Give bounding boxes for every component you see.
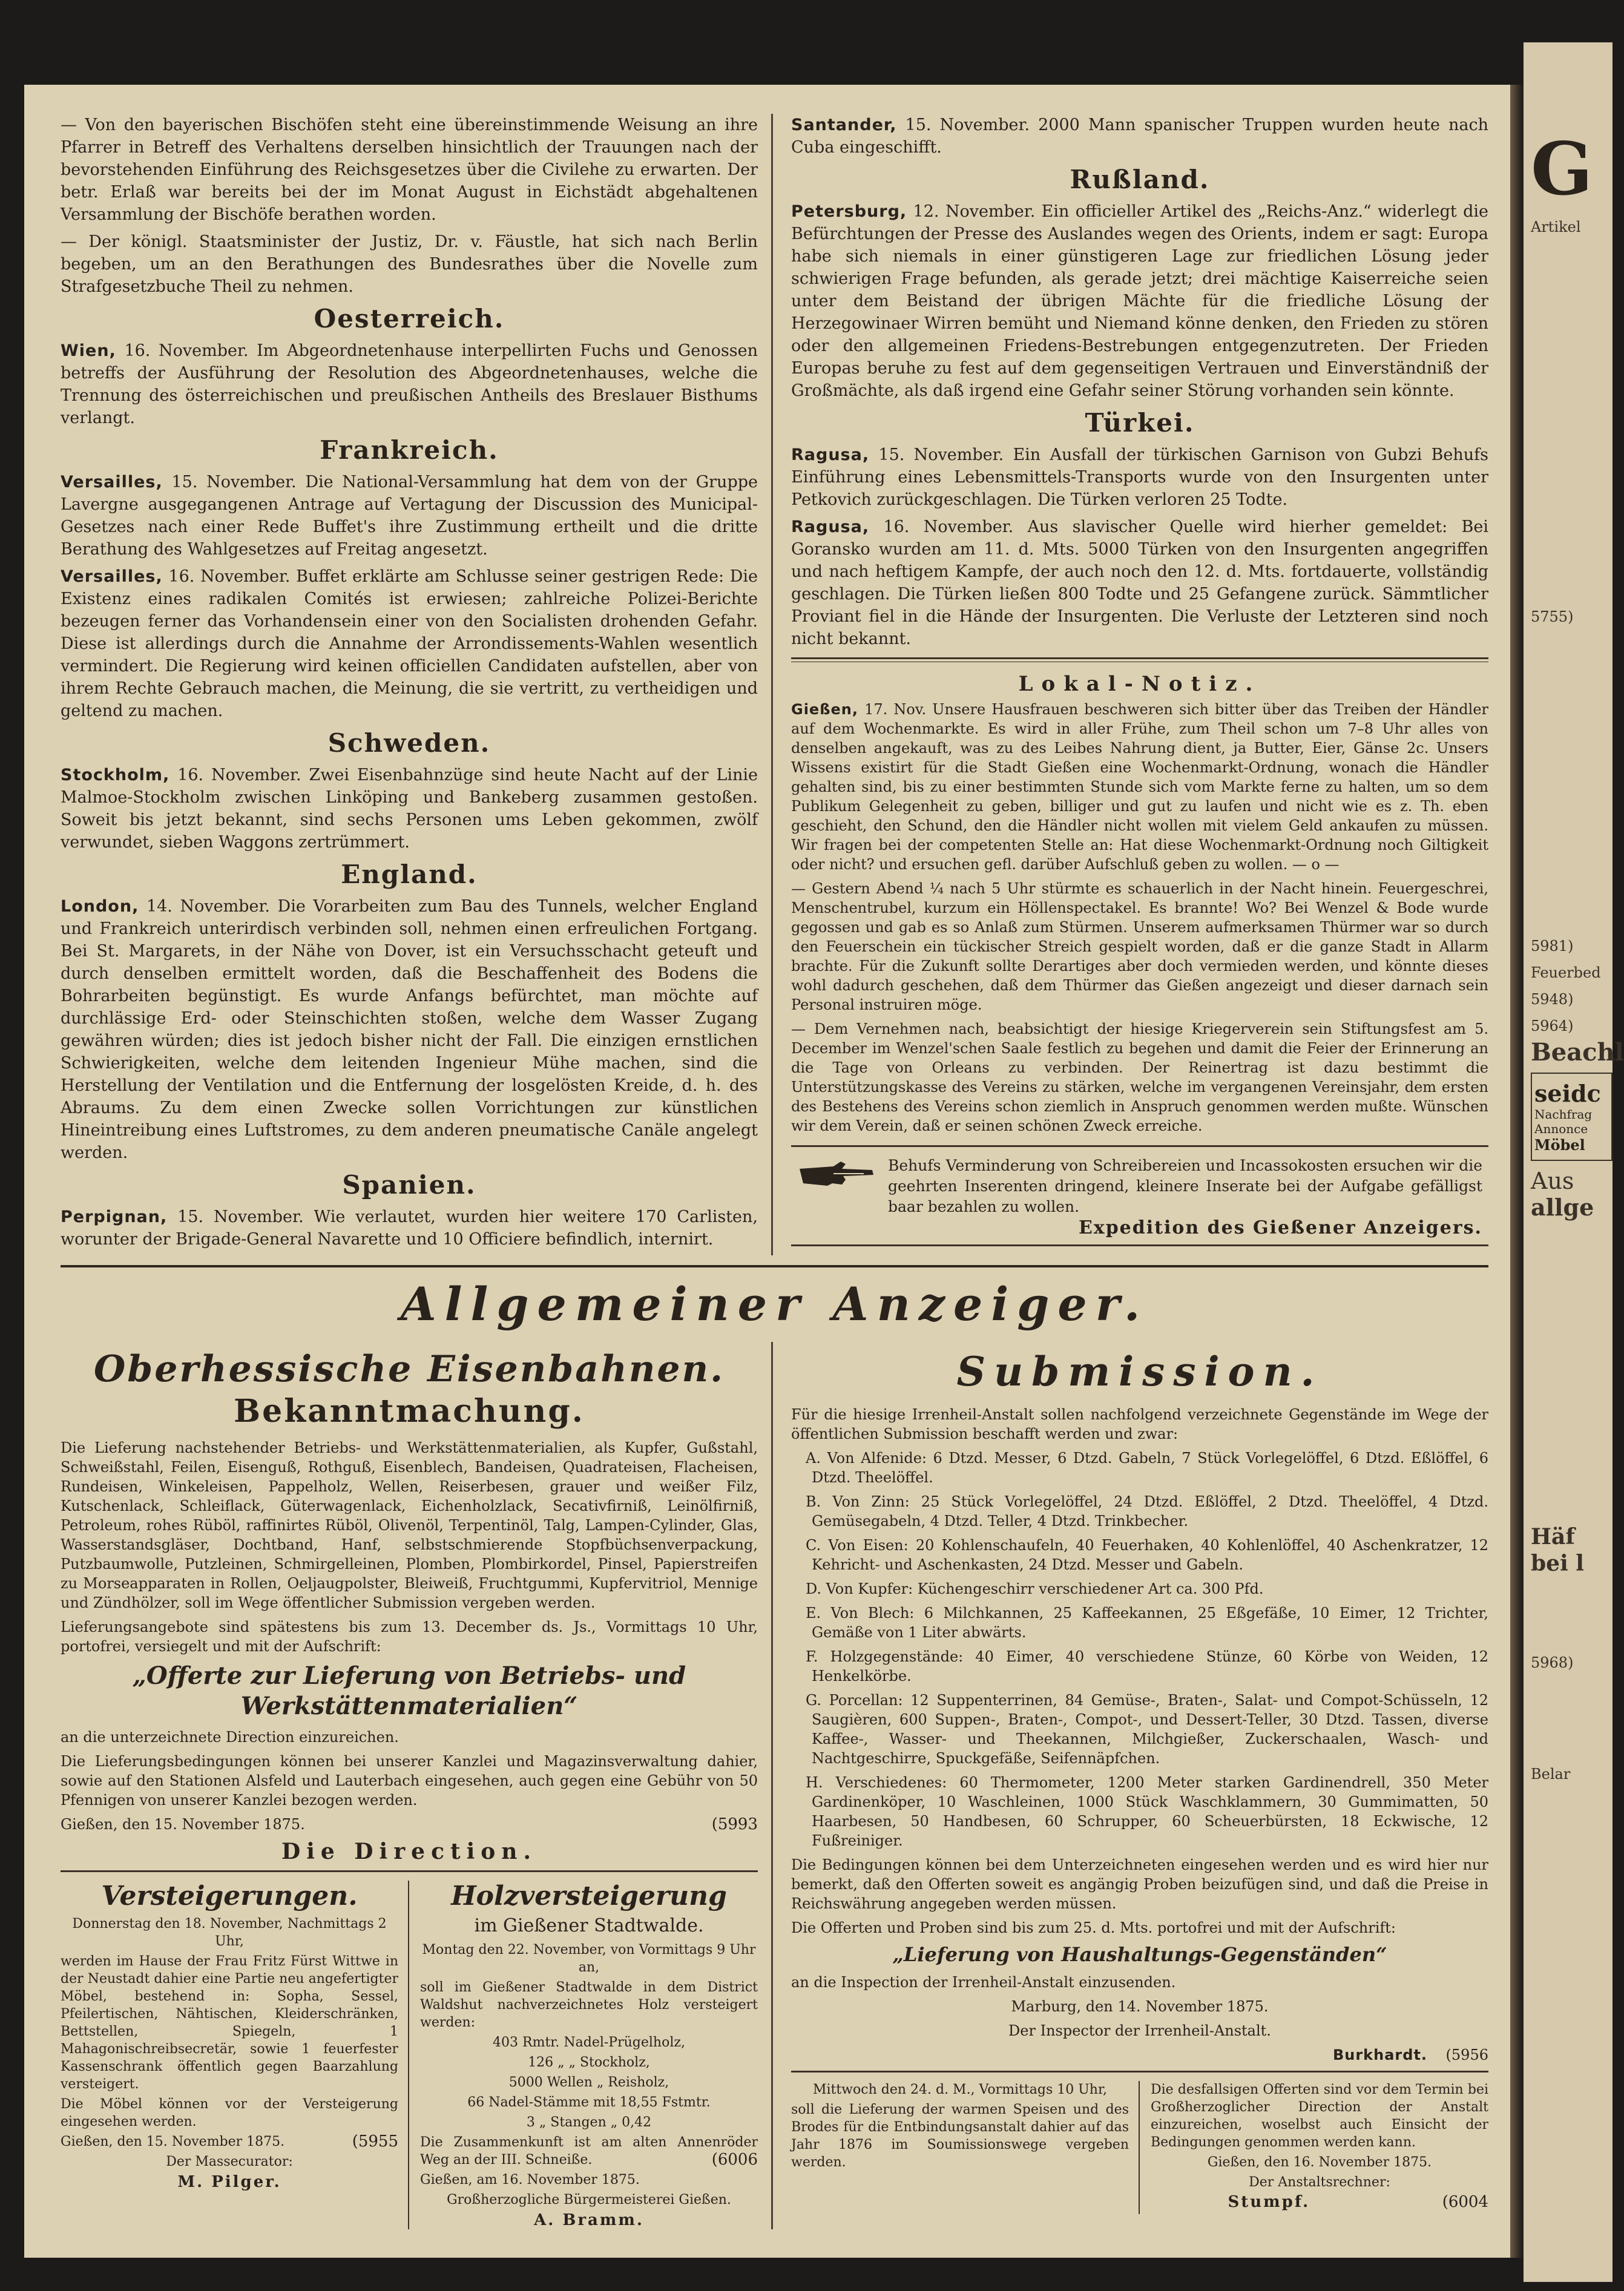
news-columns	[61, 114, 1488, 1255]
article-stockholm-text: 16. November. Zwei Eisenbahnzüge sind heute Nacht auf der Linie Malmoe-Stockholm zwischen Linköping und Bankeberg zusammen gestoßen. Soweit bis jetzt bekannt, sind sechs Personen ums Leben gekommen, zwölf verwundet, sieben Waggons zertrümmert.	[61, 766, 758, 852]
dateline-petersburg: Petersburg,	[791, 202, 907, 221]
article-santander-text: 15. November. 2000 Mann spanischer Truppen wurden heute nach Cuba eingeschifft.	[791, 116, 1488, 157]
submission-item-g: G. Porcellan: 12 Suppenterrinen, 84 Gemüse-, Braten-, Salat- und Compot-Schüsseln, 12 Saugièren, 600 Suppen-, Braten-, Compot-, und Dessert-Teller, 30 Dtzd. Tassen, diverse Kaffee-, Wasser- und Theekannen, Milchgießer, Zuckerschaalen, Wasch- und Nachtgeschirre, Spuckgefäße, Seifennäpfchen.	[806, 1692, 1488, 1767]
article-ragusa-2-text: 16. November. Aus slavischer Quelle wird hierher gemeldet: Bei Goransko wurden am 11. d. Mts. 5000 Türken von den Insurgenten angegriffen und nach heftigem Kampfe, der auch noch den 12. d. Mts. fortdauerte, vollständig geschlagen. Die Türken ließen 800 Todte und 25 Gefangene zurück. Sämmtlicher Proviant fiel in die Hände der Insurgenten. Die Verluste der Letzteren sind noch nicht bekannt.	[791, 518, 1488, 648]
adjacent-line: Beachl	[1531, 1038, 1624, 1067]
eisenbahn-p3: an die unterzeichnete Direction einzureichen.	[61, 1729, 399, 1746]
section-spanien: Spanien.	[342, 1170, 476, 1200]
adjacent-line: Feuerbed	[1531, 964, 1601, 981]
article-versailles-1-text: 15. November. Die National-Versammlung hat dem von der Gruppe Lavergne ausgegangenen Antrage auf Vertagung der Discussion des Municipal-Gesetzes nach einer Rede Buffet's ihre Zustimmung ertheilt und die dritte Berathung des Wahlgesetzes auf Freitag angesetzt.	[61, 473, 758, 559]
versteigerungen-date: Donnerstag den 18. November, Nachmittags 2 Uhr,	[72, 1916, 387, 1949]
eisenbahn-head: Oberhessische Eisenbahnen.	[93, 1348, 725, 1390]
adjacent-line: Häf	[1531, 1524, 1575, 1550]
holz-name: A. Bramm.	[534, 2211, 644, 2229]
expedition-body	[888, 1155, 1482, 1238]
offerten-place-date: Gießen, den 16. November 1875.	[1207, 2155, 1432, 2170]
submission-role: Der Inspector der Irrenheil-Anstalt.	[1008, 2022, 1271, 2039]
eisenbahn-ref: (5993	[711, 1815, 758, 1833]
adjacent-line: 5755)	[1531, 608, 1574, 625]
eisenbahn-date-line	[61, 1815, 758, 1834]
dateline-versailles-2: Versailles,	[61, 567, 163, 586]
anzeiger-rule	[61, 1265, 1488, 1267]
holz-role: Großherzogliche Bürgermeisterei Gießen.	[447, 2192, 731, 2207]
expedition-text: Behufs Verminderung von Schreibereien und Incassokosten ersuchen wir die geehrten Inserenten dringend, kleinere Inserate bei der Aufgabe gefälligst baar bezahlen zu wollen.	[888, 1157, 1482, 1215]
speisen-date: Mittwoch den 24. d. M., Vormittags 10 Uhr,	[812, 2082, 1108, 2097]
adjacent-line: allge	[1531, 1194, 1594, 1221]
holz-sub: im Gießener Stadtwalde.	[474, 1915, 704, 1936]
submission-place-date: Marburg, den 14. November 1875.	[1011, 1998, 1269, 2015]
ad-row-auctions	[61, 1870, 758, 2229]
expedition-notice	[791, 1145, 1488, 1246]
holz-line-3: 5000 Wellen „ Reisholz,	[508, 2075, 669, 2090]
article-ragusa-1	[791, 444, 1488, 511]
versteigerungen-title: Versteigerungen.	[101, 1881, 358, 1911]
offerten-name: Stumpf.	[1228, 2193, 1310, 2211]
holz-title: Holzversteigerung	[451, 1881, 727, 1911]
section-divider	[791, 657, 1488, 662]
article-perpignan-text: 15. November. Wie verlautet, wurden hier weitere 170 Carlisten, worunter der Brigade-General Navarette und 10 Officiere befindlich, internirt.	[61, 1208, 758, 1249]
ad-row-anstalt	[791, 2071, 1488, 2214]
versteigerungen-name: M. Pilger.	[177, 2173, 281, 2191]
article-wien	[61, 340, 758, 429]
section-oesterreich: Oesterreich.	[314, 304, 505, 334]
article-bayern: — Von den bayerischen Bischöfen steht eine übereinstimmende Weisung an ihre Pfarrer in Betreff des Verhaltens derselben hinsichtlich der Trauungen nach der bevorstehenden Einführung des Reichsgesetzes über die Civilehe zu erwarten. Der betr. Erlaß war bereits bei der im Monat August in Eichstädt abgehaltenen Versammlung der Bischöfe berathen worden.	[61, 116, 758, 224]
ad-speisen	[791, 2081, 1140, 2214]
ad-versteigerungen	[61, 1881, 409, 2229]
ads-right-column	[791, 1342, 1488, 2229]
holz-ref: (6006	[711, 2151, 758, 2169]
article-staatsminister: — Der königl. Staatsminister der Justiz, Dr. v. Fäustle, hat sich nach Berlin begeben, um an den Berathungen des Bundesrathes über die Novelle zum Strafgesetzbuche Theil zu nehmen.	[61, 232, 758, 296]
adjacent-line: Belar	[1531, 1766, 1571, 1783]
lokal-kriegerverein: — Dem Vernehmen nach, beabsichtigt der hiesige Kriegerverein sein Stiftungsfest am 5. December im Wenzel'schen Saale festlich zu begehen und damit die Feier der Erinnerung an die Tage von Orleans zu verbinden. Der Reinertrag ist dazu bestimmt die Unterstützungskasse des Vereins zu stärken, welche im vergangenen Vereinsjahr, dem ersten des Bestehens des Vereins schon ziemlich in Anspruch genommen werden mußte. Wünschen wir dem Verein, daß er seinen schönen Zweck erreiche.	[791, 1021, 1488, 1134]
versteigerungen-place-date: Gießen, den 15. November 1875.	[61, 2134, 285, 2149]
versteigerungen-role: Der Massecurator:	[166, 2154, 293, 2169]
versteigerungen-ref: (5955	[352, 2132, 398, 2151]
holz-line-5: 3 „ Stangen „ 0,42	[526, 2115, 652, 2130]
submission-item-h: H. Verschiedenes: 60 Thermometer, 1200 Meter starken Gardinendrell, 350 Meter Gardinenköper, 10 Waschleinen, 1000 Stück Waschklammern, 30 Gummimatten, 50 Haarbesen, 50 Handbesen, 60 Schrupper, 60 Scheuerbürsten, 18 Eckwische, 12 Fußreiniger.	[806, 1774, 1488, 1849]
lokal-notiz	[791, 672, 1488, 1136]
submission-item-a: A. Von Alfenide: 6 Dtzd. Messer, 6 Dtzd. Gabeln, 7 Stück Vorlegelöffel, 6 Dtzd. Eßlöffel, 6 Dtzd. Theelöffel.	[806, 1450, 1488, 1486]
article-ragusa-2	[791, 516, 1488, 650]
submission-p2: Die Offerten und Proben sind bis zum 25. d. Mts. portofrei und mit der Aufschrift:	[791, 1919, 1396, 1936]
adjacent-box	[1531, 1073, 1612, 1161]
ad-holz	[420, 1881, 758, 2229]
submission-item-c: C. Von Eisen: 20 Kohlenschaufeln, 40 Feuerhaken, 40 Kohlenlöffel, 40 Aschenkratzer, 12 Kehricht- und Aschenkasten, 24 Dtzd. Messer und Gabeln.	[806, 1537, 1488, 1573]
article-versailles-2	[61, 565, 758, 722]
lokal-feuer: — Gestern Abend ¼ nach 5 Uhr stürmte es schauerlich in der Nacht hinein. Feuergeschrei, Menschentrubel, kurzum ein Höllenspectakel. Es brannte! Wo? Bei Wenzel & Bode wurde gegossen und gab es so Anlaß zum Stürmen. Unserem aufmerksamen Thürmer war so durch den Feuerschein ein tückischer Streich gespielt worden, daß er die ganze Stadt in Allarm brachte. Für die Zukunft sollte Derartiges aber doch vermieden werden, und könnte dieses wohl dadurch geschehen, daß dem Thürmer das Gießen angezeigt und dieser darnach sein Personal instruiren möge.	[791, 880, 1488, 1013]
eisenbahn-p1: Die Lieferung nachstehender Betriebs- und Werkstättenmaterialien, als Kupfer, Gußstahl, Schweißstahl, Feilen, Eisenguß, Rothguß, Eisenblech, Bandeisen, Quadrateisen, Flacheisen, Rundeisen, Winkeleisen, Pappelholz, Wellen, Reiserbesen, grauer und weißer Filz, Kutschenlack, Schleiflack, Güterwagenlack, Eichenholzlack, Secativfirniß, Leinölfirniß, Petroleum, rohes Rüböl, raffinirtes Rüböl, Olivenöl, Terpentinöl, Talg, Lampen-Cylinder, Glas, Wasserstandsgläser, Dochtband, Hanf, selbstschmierende Stopfbüchsenverpackung, Putzbaumwolle, Putzleinen, Schmirgelleinen, Plomben, Plombirkordel, Pinsel, Papierstreifen zu Morseapparaten in Rollen, Oeljaugpolster, Bleiweiß, Fruchtgummi, Kupfervitriol, Mennige und Zündhölzer, soll im Wege öffentlicher Submission vergeben werden.	[61, 1439, 758, 1611]
article-stockholm	[61, 764, 758, 853]
anzeiger-title: Allgemeiner Anzeiger.	[400, 1277, 1149, 1331]
article-santander	[791, 114, 1488, 159]
adjacent-line: 5981)	[1531, 938, 1574, 955]
dateline-perpignan: Perpignan,	[61, 1208, 168, 1226]
ad-columns	[61, 1342, 1488, 2229]
dateline-ragusa-1: Ragusa,	[791, 445, 870, 464]
eisenbahn-p2: Lieferungsangebote sind spätestens bis zum 13. December ds. Js., Vormittags 10 Uhr, portofrei, versiegelt und mit der Aufschrift:	[61, 1619, 758, 1655]
eisenbahn-offer: „Offerte zur Lieferung von Betriebs- und Werkstättenmaterialien“	[132, 1662, 686, 1720]
adjacent-line: bei l	[1531, 1551, 1584, 1576]
eisenbahn-sub: Bekanntmachung.	[234, 1393, 585, 1430]
holz-date: Montag den 22. November, von Vormittags 9 Uhr an,	[422, 1942, 756, 1975]
versteigerungen-text: werden im Hause der Frau Fritz Fürst Wittwe in der Neustadt dahier eine Partie neu angefertigter Möbel, bestehend in: Sopha, Sessel, Pfeilertischen, Nähtischen, Kleiderschränken, Bettstellen, Spiegeln, 1 Mahagonischreibsecretär, sowie 1 feuerfester Kassenschrank öffentlich gegen Baarzahlung versteigert.	[61, 1954, 398, 2092]
submission-item-f: F. Holzgegenstände: 40 Eimer, 40 verschiedene Stünze, 60 Körbe von Weiden, 12 Henkelkörbe.	[806, 1648, 1488, 1685]
article-versailles-2-text: 16. November. Buffet erklärte am Schlusse seiner gestrigen Rede: Die Existenz eines radikalen Comités ist erwiesen; zahlreiche Polizei-Berichte bezeugen ferner das Vorhandensein einer von den Socialisten drohenden Gefahr. Diese ist allerdings durch die Annahme der Arrondissements-Wahlen wesentlich vermindert. Die Regierung wird keinen officiellen Candidaten aufstellen, aber von ihrem Rechte Gebrauch machen, die Meinung, die sie vertritt, zu vertheidigen und geltend zu machen.	[61, 567, 758, 720]
submission-p1: Die Bedingungen können bei dem Unterzeichneten eingesehen werden und es wird hier nur bemerkt, daß den Offerten soweit es angängig Proben beizufügen sind, und daß die Preise in Reichswährung angegeben werden müssen.	[791, 1856, 1488, 1912]
submission-name-line	[791, 2045, 1488, 2065]
adjacent-line: 5968)	[1531, 1654, 1574, 1671]
adjacent-line: Nachfrag	[1534, 1107, 1593, 1122]
submission-name: Burkhardt.	[1332, 2046, 1428, 2063]
holz-text2-line	[420, 2134, 758, 2169]
offerten-text: Die desfallsigen Offerten sind vor dem Termin bei Großherzoglicher Direction der Anstalt einzureichen, woselbst auch Einsicht der Bedingungen genommen werden kann.	[1151, 2082, 1488, 2150]
submission-ref: (5956	[1445, 2046, 1488, 2063]
article-london	[61, 895, 758, 1164]
eisenbahn-sign: Die Direction.	[281, 1839, 537, 1864]
news-left-column	[61, 114, 773, 1255]
section-schweden: Schweden.	[327, 728, 491, 758]
ads-left-column	[61, 1342, 773, 2229]
section-russland: Rußland.	[1070, 165, 1210, 194]
holz-line-1: 403 Rmtr. Nadel-Prügelholz,	[493, 2035, 685, 2050]
offerten-ref: (6004	[1442, 2193, 1488, 2211]
newspaper-page	[24, 85, 1510, 2258]
holz-line-2: 126 „ „ Stockholz,	[528, 2055, 650, 2070]
article-petersburg	[791, 200, 1488, 402]
dateline-ragusa-2: Ragusa,	[791, 518, 870, 536]
dateline-london: London,	[61, 897, 139, 916]
book-gutter	[1510, 85, 1524, 2258]
offerten-name-line	[1151, 2194, 1488, 2212]
article-versailles-1	[61, 471, 758, 560]
submission-item-d: D. Von Kupfer: Küchengeschirr verschiedener Art ca. 300 Pfd.	[806, 1580, 1264, 1597]
news-right-column	[791, 114, 1488, 1255]
adjacent-line: 5948)	[1531, 991, 1574, 1008]
versteigerungen-text2: Die Möbel können vor der Versteigerung eingesehen werden.	[61, 2097, 398, 2129]
submission-title: Submission.	[956, 1348, 1323, 1395]
article-perpignan	[61, 1206, 758, 1251]
dateline-giessen: Gießen,	[791, 701, 858, 718]
ad-offerten	[1151, 2081, 1488, 2214]
adjacent-line: Annonce	[1534, 1122, 1588, 1136]
speisen-text: soll die Lieferung der warmen Speisen und des Brodes für die Entbindungsanstalt dahier auf das Jahr 1876 im Soumissionswege vergeben werden.	[791, 2102, 1129, 2170]
holz-text: soll im Gießener Stadtwalde in dem District Waldshut nachverzeichnetes Holz versteigert werden:	[420, 1980, 758, 2030]
adjacent-line: seidc	[1534, 1080, 1601, 1107]
holz-text2: Die Zusammenkunft ist am alten Annenröder Weg an der III. Schneiße.	[420, 2135, 758, 2168]
article-london-text: 14. November. Die Vorarbeiten zum Bau des Tunnels, welcher England und Frankreich unterirdisch verbinden soll, nehmen einen erfreulichen Fortgang. Bei St. Margarets, in der Nähe von Dover, ist ein Versuchsschacht geteuft und durch denselben ermittelt worden, daß die Beschaffenheit des Bodens die Bohrarbeiten begünstigt. Es wurde Anfangs befürchtet, man möchte auf durchlässige Erd- oder Steinschichten stoßen, welche dem Wasser Zugang gewähren würden; dies ist jedoch bisher nicht der Fall. Die einzigen ernstlichen Schwierigkeiten, welche dem leitenden Ingenieur Mühe machen, sind die Herstellung der Ventilation und die Entfernung der losgelösten Kreide, d. h. des Abraums. Zu dem einen Zwecke sollen Vorrichtungen zur künstlichen Hineintreibung eines Luftstromes, zu dem anderen pneumatische Canäle angelegt werden.	[61, 897, 758, 1162]
holz-place-date: Gießen, am 16. November 1875.	[420, 2172, 640, 2187]
adjacent-line: 5964)	[1531, 1017, 1574, 1034]
dateline-stockholm: Stockholm,	[61, 766, 170, 784]
dateline-santander: Santander,	[791, 116, 897, 134]
article-ragusa-1-text: 15. November. Ein Ausfall der türkischen Garnison von Gubzi Behufs Einführung eines Lebensmittels-Transports wurde von den Insurgenten unter Petkovich zurückgeschlagen. Die Türken verloren 25 Todte.	[791, 445, 1488, 509]
adjacent-line: Aus	[1531, 1168, 1574, 1194]
submission-intro: Für die hiesige Irrenheil-Anstalt sollen nachfolgend verzeichnete Gegenstände im Wege der öffentlichen Submission beschafft werden und zwar:	[791, 1406, 1488, 1442]
submission-p3: an die Inspection der Irrenheil-Anstalt einzusenden.	[791, 1974, 1176, 1991]
section-tuerkei: Türkei.	[1085, 408, 1195, 438]
offerten-role: Der Anstaltsrechner:	[1249, 2175, 1390, 2190]
lokal-giessen	[791, 700, 1488, 874]
submission-item-e: E. Von Blech: 6 Milchkannen, 25 Kaffeekannen, 25 Eßgefäße, 10 Eimer, 12 Trichter, Gemäße von 1 Liter abwärts.	[806, 1605, 1488, 1641]
versteigerungen-date-line	[61, 2133, 398, 2151]
section-frankreich: Frankreich.	[320, 435, 499, 465]
article-petersburg-text: 12. November. Ein officieller Artikel des „Reichs-Anz.“ widerlegt die Befürchtungen der Presse des Auslandes wegen des Orients, indem er sagt: Europa habe sich niemals in einer günstigeren Lage zur friedlichen Lösung jeder schwierigen Frage befunden, als gerade jetzt; drei mächtige Kaiserreiche seien unter dem Beistand der übrigen Mächte für die friedliche Lösung der Herzegowinaer Wirren bemüht und Niemand könne denken, den Frieden zu stören oder den allgemeinen Friedens-Bestrebungen entgegenzutreten. Der Frieden Europas beruhe zu fest auf dem gegenseitigen Vertrauen und Einverständniß der Großmächte, als daß irgend eine Gefahr seiner Störung vorhanden sein könnte.	[791, 202, 1488, 400]
lokal-title: Lokal-Notiz.	[1018, 672, 1261, 696]
article-wien-text: 16. November. Im Abgeordnetenhause interpellirten Fuchs und Genossen betreffs der Ausführung der Resolution des Abgeordnetenhauses, welche die Trennung des österreichischen und preußischen Antheils des Breslauer Bisthums verlangt.	[61, 341, 758, 427]
eisenbahn-date: Gießen, den 15. November 1875.	[61, 1816, 305, 1833]
adjacent-page	[1524, 42, 1624, 2282]
pointing-hand-icon	[797, 1155, 876, 1192]
submission-offer: „Lieferung von Haushaltungs-Gegenständen“	[892, 1943, 1387, 1966]
section-england: England.	[341, 860, 478, 889]
eisenbahn-p4: Die Lieferungsbedingungen können bei unserer Kanzlei und Magazinsverwaltung dahier, sowie auf den Stationen Alsfeld und Lauterbach eingesehen, auch gegen eine Gebühr von 50 Pfennigen von unserer Kanzlei bezogen werden.	[61, 1753, 758, 1809]
adjacent-line: Möbel	[1534, 1136, 1585, 1154]
dateline-versailles-1: Versailles,	[61, 473, 163, 491]
submission-item-b: B. Von Zinn: 25 Stück Vorlegelöffel, 24 Dtzd. Eßlöffel, 2 Dtzd. Theelöffel, 4 Dtzd. Gemüsegabeln, 4 Dtzd. Teller, 4 Dtzd. Trinkbecher.	[806, 1493, 1488, 1530]
lokal-giessen-text: 17. Nov. Unsere Hausfrauen beschweren sich bitter über das Treiben der Händler auf dem Wochenmarkte. Es wird in aller Frühe, zum Theil schon um 7–8 Uhr alles von denselben angekauft, was zu des Leibes Nahrung dient, ja Butter, Eier, Gänse 2c. Unsers Wissens existirt für die Stadt Gießen eine Wochenmarkt-Ordnung, wonach die Händler gehalten sind, bis zu einer bestimmten Stunde sich vom Markte ferne zu halten, um so dem Publikum Gelegenheit zu geben, billiger und gut zu laufen und nicht wie es z. Th. eben geschieht, den Schund, den die Händler nicht wollen mit vielem Geld ankaufen zu müssen. Wir fragen bei der competenten Stelle an: Hat diese Wochenmarkt-Ordnung noch Giltigkeit oder nicht? und ersuchen gefl. darüber Aufschluß geben zu wollen. — o —	[791, 701, 1488, 873]
adjacent-line: Artikel	[1531, 219, 1581, 235]
expedition-signature: Expedition des Gießener Anzeigers.	[1078, 1217, 1482, 1238]
holz-line-4: 66 Nadel-Stämme mit 18,55 Fstmtr.	[467, 2095, 711, 2110]
adjacent-page-initial: G	[1531, 127, 1593, 212]
dateline-wien: Wien,	[61, 341, 116, 360]
